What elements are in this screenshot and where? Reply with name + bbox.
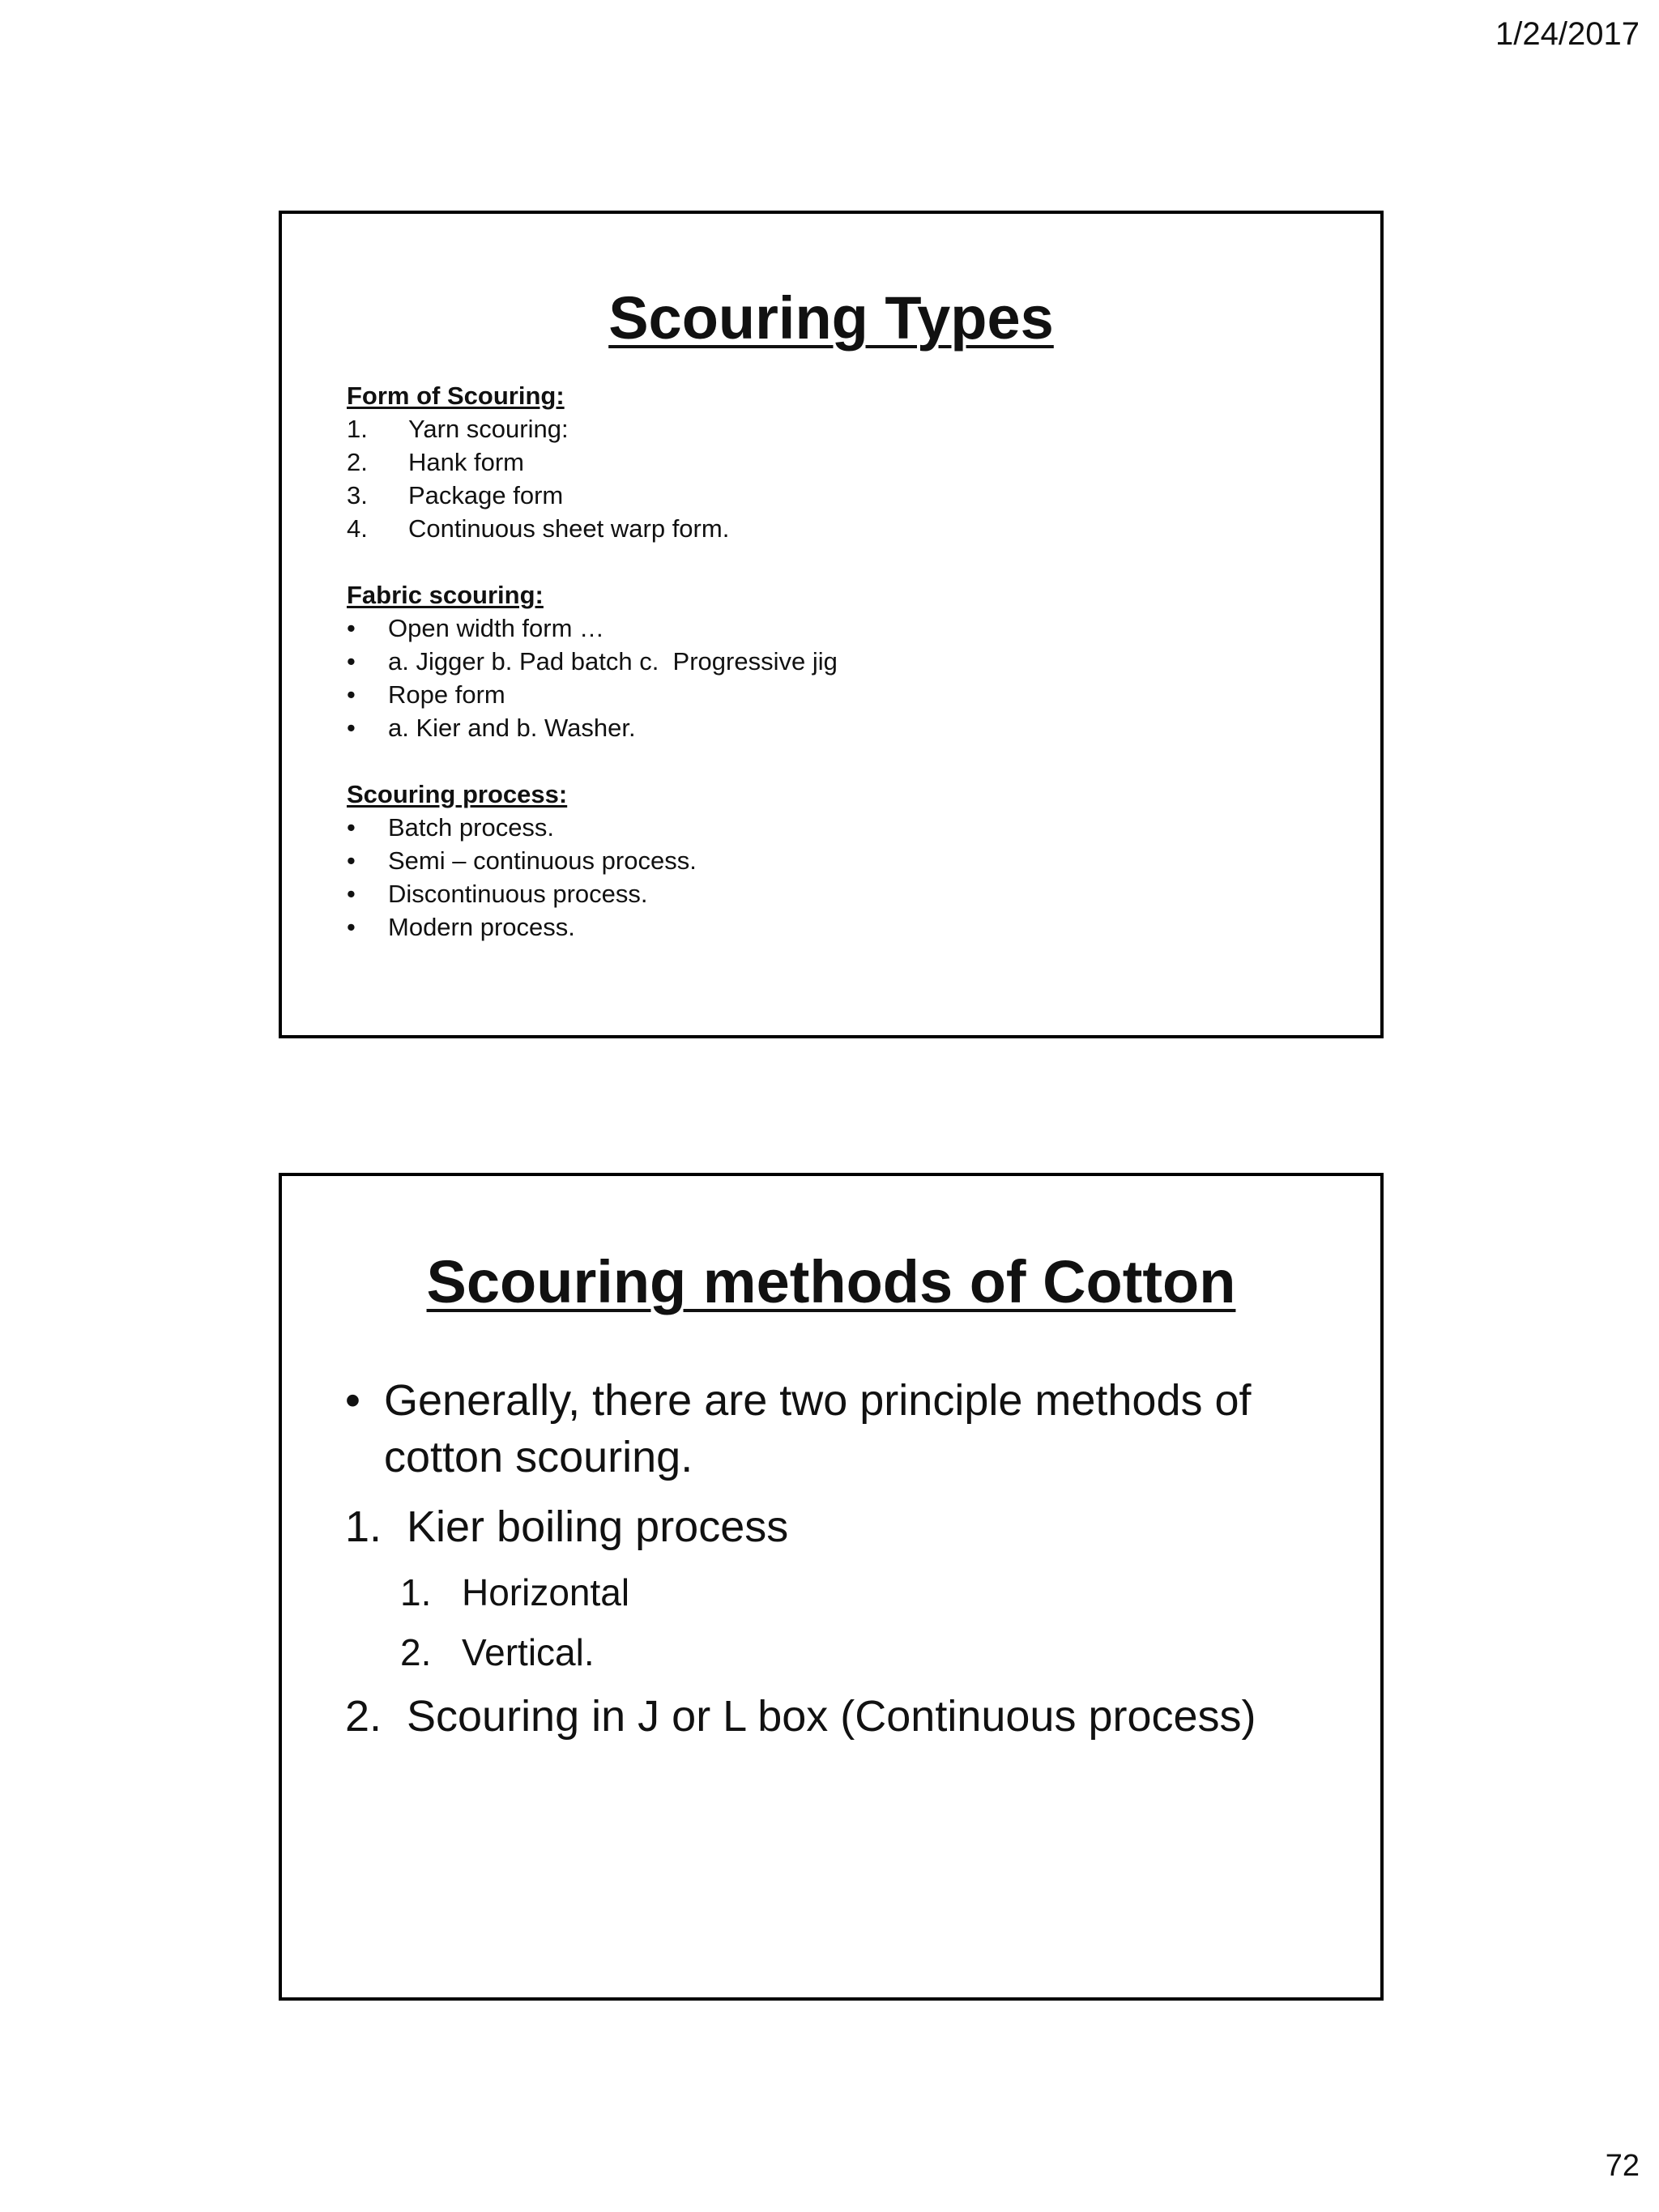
sub-list-item [345,1568,1350,1617]
slide-scouring-methods [279,1173,1384,2001]
list-item-text: Semi – continuous process. [388,846,697,875]
list-marker: 3. [347,481,368,509]
list-item-text: Vertical. [462,1631,595,1673]
list-marker: 2. [400,1631,432,1673]
list-item [347,678,838,711]
list-item-text: a. Jigger b. Pad batch c. Progressive jig [388,647,838,676]
spacer [347,744,838,778]
section-heading-form: Form of Scouring: [347,381,565,410]
list-item [347,412,838,445]
list-item-text: Kier boiling process [407,1502,789,1551]
list-item [347,479,838,512]
bullet-marker: • [347,813,356,842]
list-item-text: Generally, there are two principle methods of cotton scouring. [384,1376,1252,1481]
list-item-text: Yarn scouring: [408,415,569,443]
list-item-text: a. Kier and b. Washer. [388,714,636,742]
list-marker: 2. [345,1692,382,1741]
list-marker: 1. [347,415,368,443]
list-item [347,612,838,645]
sub-list-item [345,1628,1350,1677]
list-marker: 1. [345,1502,382,1551]
list-item-text: Continuous sheet warp form. [408,514,730,543]
list-item-text: Horizontal [462,1571,630,1613]
list-item-text: Scouring in J or L box (Continuous process) [407,1692,1256,1741]
list-item [347,811,838,844]
slide-title: Scouring Types [608,284,1054,352]
bullet-marker: • [347,846,356,875]
list-item [347,711,838,744]
list-item [347,844,838,877]
list-marker: 1. [400,1571,432,1613]
list-item-text: Hank form [408,448,524,476]
bullet-marker: • [347,614,356,642]
spacer [347,545,838,578]
list-item-text: Open width form … [388,614,605,642]
list-item [347,645,838,678]
list-item-text: Package form [408,481,564,509]
list-item [347,910,838,944]
bullet-marker: • [347,647,356,676]
list-item [345,1688,1350,1745]
section-heading-fabric: Fabric scouring: [347,581,544,609]
slide-body [345,1372,1350,1758]
list-item-text: Discontinuous process. [388,880,648,908]
page-number: 72 [1605,2149,1640,2183]
list-item [345,1498,1350,1555]
list-marker: 4. [347,514,368,543]
slide-title: Scouring methods of Cotton [426,1248,1236,1315]
bullet-marker: • [347,680,356,709]
bullet-marker: • [347,913,356,941]
list-item [347,445,838,479]
list-item-text: Rope form [388,680,505,709]
page-date: 1/24/2017 [1495,16,1640,52]
list-item-text: Modern process. [388,913,575,941]
bullet-marker: • [347,880,356,908]
bullet-marker: • [347,714,356,742]
list-item [347,877,838,910]
slide-scouring-types [279,211,1384,1038]
list-item [345,1372,1350,1485]
section-heading-process: Scouring process: [347,780,568,808]
list-marker: 2. [347,448,368,476]
list-item [347,512,838,545]
bullet-marker: • [345,1376,360,1425]
slide-body [347,379,838,944]
list-item-text: Batch process. [388,813,555,842]
